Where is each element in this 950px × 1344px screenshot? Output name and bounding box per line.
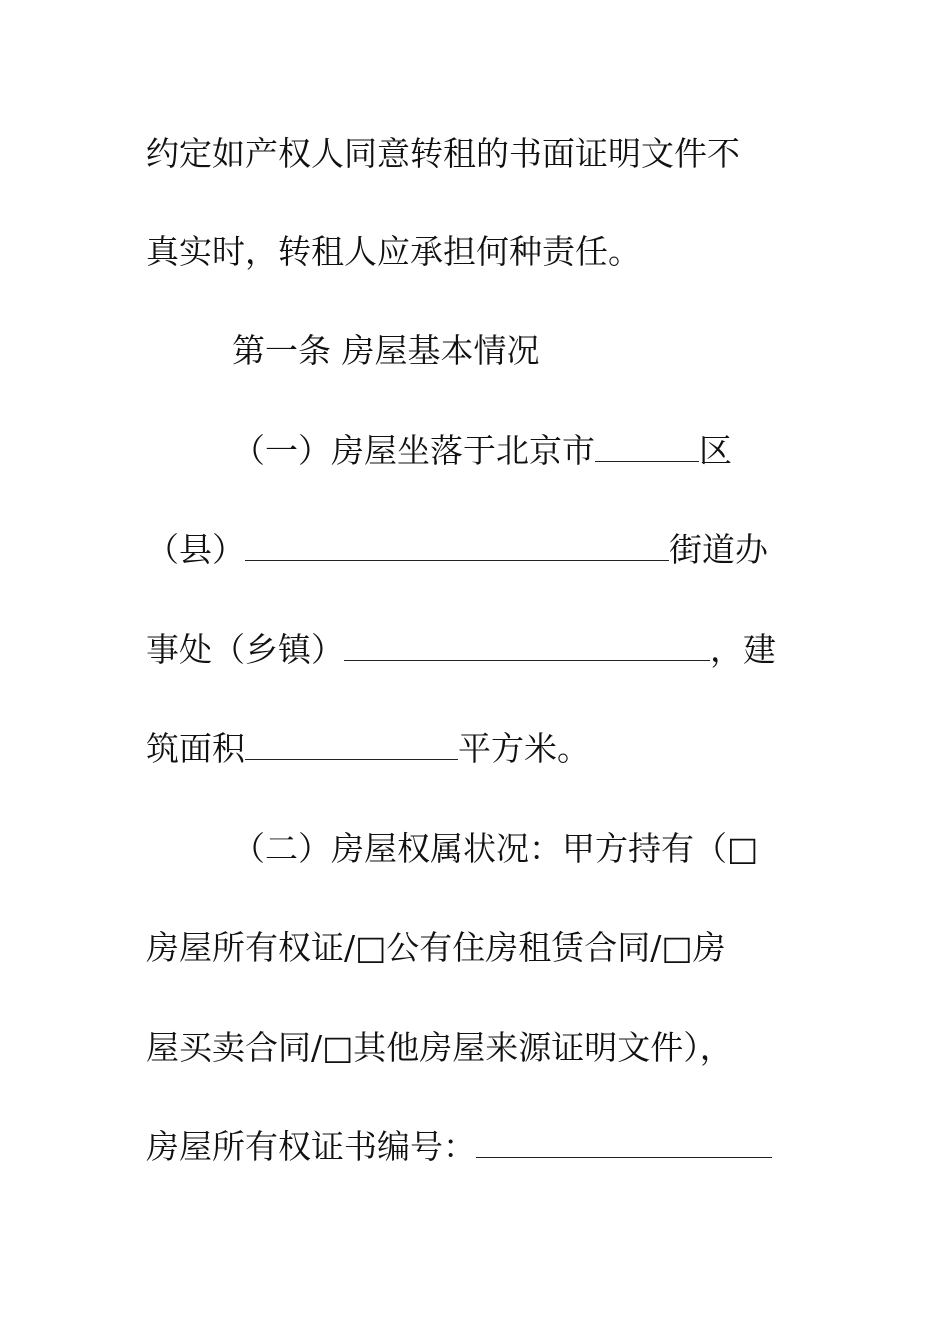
text-fragment: 筑面积 [146,729,245,768]
text-line-4 [232,431,732,471]
text-line-10: 屋买卖合同/□其他房屋来源证明文件）， [146,1028,733,1067]
text-fragment: ，建 [710,630,776,669]
section-heading: 第一条 房屋基本情况 [232,331,540,370]
text-fragment: 平方米。 [458,729,590,768]
text-line-1: 约定如产权人同意转租的书面证明文件不 [146,134,740,173]
text-line-8: （二）房屋权属状况：甲方持有（□ [232,829,759,868]
text-line-6 [146,630,776,670]
text-line-11 [146,1127,772,1167]
fill-blank-district[interactable] [595,435,699,462]
text-line-5 [146,530,768,570]
fill-blank-area[interactable] [245,733,458,760]
fill-blank-certificate-number[interactable] [476,1131,772,1158]
text-fragment: 区 [699,431,732,470]
text-fragment: （县） [146,530,245,569]
text-line-9: 房屋所有权证/□公有住房租赁合同/□房 [146,928,726,967]
text-fragment: 街道办 [669,530,768,569]
text-line-7 [146,729,590,769]
text-fragment: （一）房屋坐落于北京市 [232,431,595,470]
text-line-2: 真实时，转租人应承担何种责任。 [146,232,641,271]
fill-blank-town[interactable] [344,634,710,661]
fill-blank-street[interactable] [245,534,669,561]
text-fragment: 事处（乡镇） [146,630,344,669]
text-fragment: 房屋所有权证书编号： [146,1127,476,1166]
